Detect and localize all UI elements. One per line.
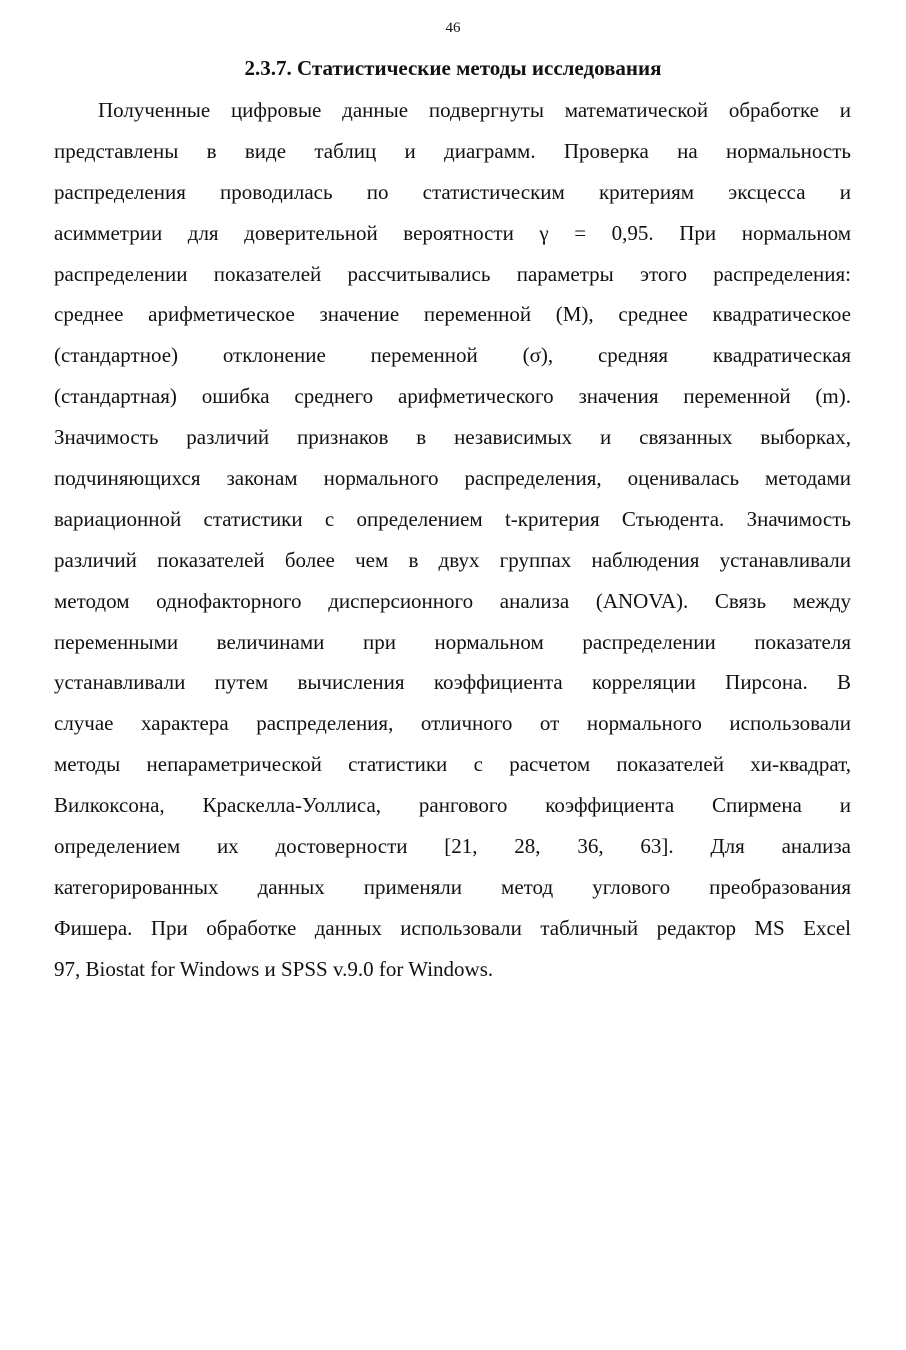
paragraph-line: распределении показателей рассчитывались параметры этого распределения: [54,261,851,286]
paragraph-line: асимметрии для доверительной вероятности γ = 0,95. При нормальном [54,220,851,245]
paragraph-line: 97, Biostat for Windows и SPSS v.9.0 for Windows. [54,956,494,981]
paragraph-line: Полученные цифровые данные подвергнуты математической обработке и [98,98,851,122]
paragraph-line: устанавливали путем вычисления коэффициента корреляции Пирсона. В [54,670,851,695]
paragraph-line: Фишера. При обработке данных использовали табличный редактор MS Excel [54,915,851,940]
paragraph-line: категорированных данных применяли метод углового преобразования [54,874,851,899]
page-number: 46 [445,20,461,36]
paragraph-line: случае характера распределения, отличного от нормального использовали [54,711,851,736]
section-heading: 2.3.7. Статистические методы исследования [244,56,662,80]
paragraph-line: (стандартная) ошибка среднего арифметического значения переменной (m). [54,384,851,409]
paragraph-line: среднее арифметическое значение переменной (M), среднее квадратическое [54,302,851,327]
paragraph-line: переменными величинами при нормальном распределении показателя [54,629,851,654]
paragraph-line: методом однофакторного дисперсионного анализа (ANOVA). Связь между [54,588,851,613]
paragraph-line: методы непараметрической статистики с расчетом показателей хи-квадрат, [54,752,851,777]
paragraph-line: подчиняющихся законам нормального распределения, оценивалась методами [54,466,851,491]
paragraph-line: Вилкоксона, Краскелла-Уоллиса, рангового коэффициента Спирмена и [54,793,851,818]
paragraph-line: различий показателей более чем в двух группах наблюдения устанавливали [54,547,851,572]
paragraph-line: представлены в виде таблиц и диаграмм. Проверка на нормальность [54,138,851,163]
paragraph-line: (стандартное) отклонение переменной (σ), средняя квадратическая [54,343,851,368]
paragraph-line: распределения проводилась по статистическим критериям эксцесса и [54,179,851,204]
paragraph-line: Значимость различий признаков в независимых и связанных выборках, [54,425,851,450]
body-paragraph [54,90,851,990]
paragraph-line: вариационной статистики с определением t-критерия Стьюдента. Значимость [54,506,851,531]
paragraph-line: определением их достоверности [21, 28, 36, 63]. Для анализа [54,834,851,859]
